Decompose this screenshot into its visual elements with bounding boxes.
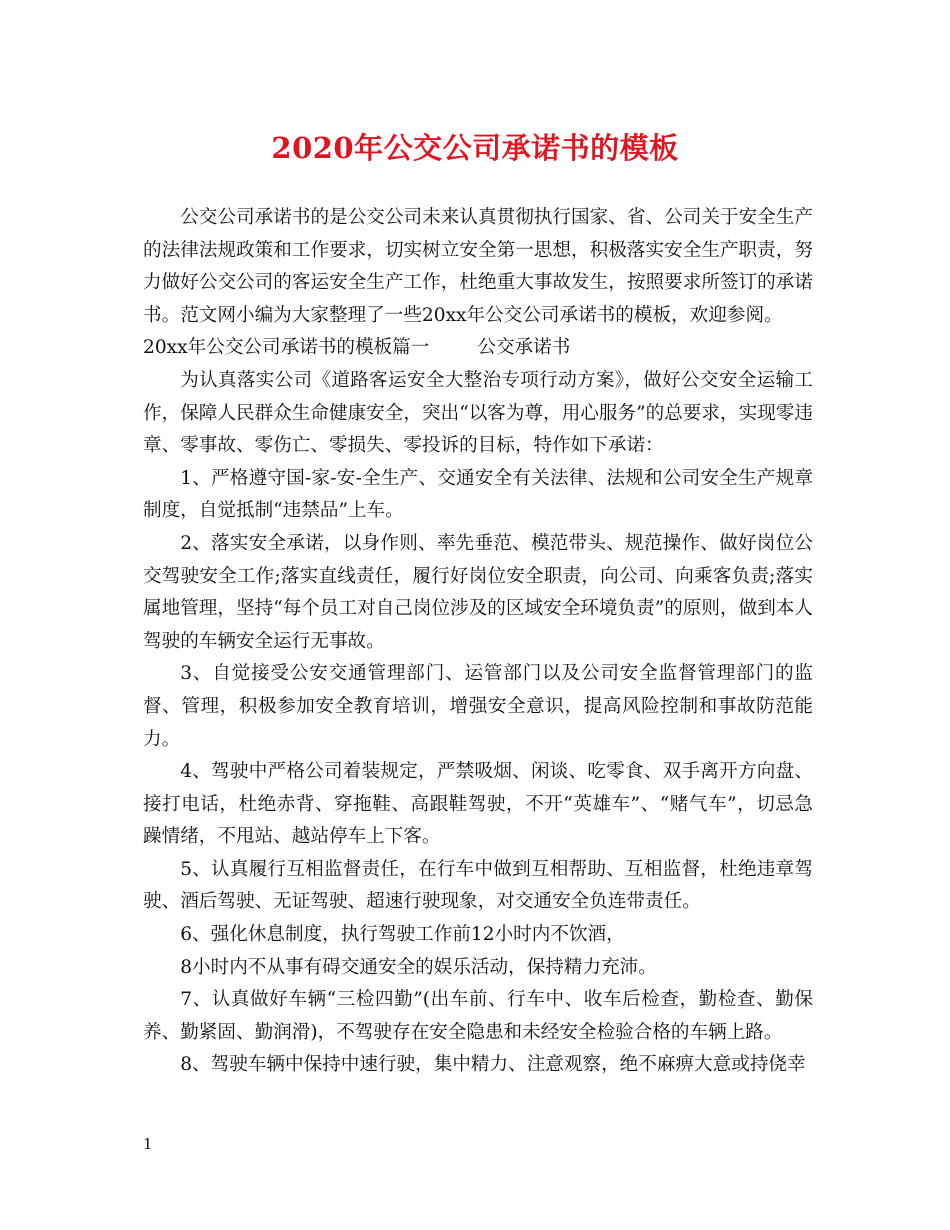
section-heading-subtitle: 公交承诺书 <box>477 337 571 359</box>
section-heading-title: 20xx年公交公司承诺书的模板篇一 <box>143 337 430 359</box>
commitment-item-3: 3、自觉接受公安交通管理部门、运管部门以及公司安全监督管理部门的监督、管理，积极参加安全教育培训，增强安全意识，提高风险控制和事故防范能力。 <box>143 663 813 750</box>
commitment-item-5: 5、认真履行互相监督责任，在行车中做到互相帮助、互相监督，杜绝违章驾驶、酒后驾驶、无证驾驶、超速行驶现象，对交通安全负连带责任。 <box>143 858 813 913</box>
commitment-item-7: 7、认真做好车辆“三检四勤”(出车前、行车中、收车后检查，勤检查、勤保养、勤紧固、勤润滑)，不驾驶存在安全隐患和未经安全检验合格的车辆上路。 <box>143 989 813 1043</box>
document-body <box>143 202 813 1082</box>
commitment-item-6: 6、强化休息制度，执行驾驶工作前12小时内不饮酒， <box>180 924 625 946</box>
commitment-item-4: 4、驾驶中严格公司着装规定，严禁吸烟、闲谈、吃零食、双手离开方向盘、接打电话，杜绝赤背、穿拖鞋、高跟鞋驾驶，不开“英雄车”、“赌气车”，切忌急躁情绪，不甩站、越站停车上下客。 <box>143 761 813 848</box>
commitment-item-8: 8、驾驶车辆中保持中速行驶，集中精力、注意观察，绝不麻痹大意或持侥幸 <box>180 1054 806 1076</box>
section-heading <box>143 332 813 365</box>
page-number: 1 <box>143 1135 153 1153</box>
document-title: 2020年公交公司承诺书的模板 <box>271 131 679 165</box>
commitment-item-6-continued: 8小时内不从事有碍交通安全的娱乐活动，保持精力充沛。 <box>180 956 657 978</box>
commitment-item-1: 1、严格遵守国-家-安-全生产、交通安全有关法律、法规和公司安全生产规章制度，自觉抵制“违禁品”上车。 <box>143 467 813 522</box>
intro-paragraph: 公交公司承诺书的是公交公司未来认真贯彻执行国家、省、公司关于安全生产的法律法规政策和工作要求，切实树立安全第一思想，积极落实安全生产职责，努力做好公交公司的客运安全生产工作，杜绝重大事故发生，按照要求所签订的承诺书。范文网小编为大家整理了一些20xx年公交公司承诺书的模板，欢迎参阅。 <box>143 207 813 326</box>
opening-paragraph: 为认真落实公司《道路客运安全大整治专项行动方案》，做好公交安全运输工作，保障人民群众生命健康安全，突出“以客为尊，用心服务”的总要求，实现零违章、零事故、零伤亡、零损失、零投诉的目标，特作如下承诺： <box>143 369 813 457</box>
commitment-item-2: 2、落实安全承诺，以身作则、率先垂范、模范带头、规范操作、做好岗位公交驾驶安全工作;落实直线责任，履行好岗位安全职责，向公司、向乘客负责;落实属地管理，坚持“每个员工对自己岗位涉及的区域安全环境负责”的原则，做到本人驾驶的车辆安全运行无事故。 <box>143 532 813 652</box>
